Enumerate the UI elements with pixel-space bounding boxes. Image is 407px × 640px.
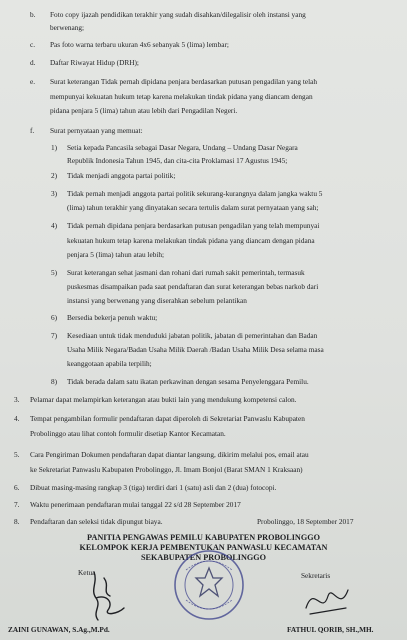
statement-7-line-3: keanggotaan apabila terpilih; bbox=[67, 359, 152, 368]
numbered-marker: 4. bbox=[14, 414, 20, 423]
right-signer-name: FATHUL QORIB, SH.,MH. bbox=[287, 625, 374, 634]
numbered-marker: 7. bbox=[14, 500, 20, 509]
statement-3-line-2: (lima) tahun terakhir yang dinyatakan secara tertulis dalam surat pernyataan yang sah; bbox=[67, 203, 319, 212]
numbered-5-line-1: Cara Pengiriman Dokumen pendaftaran dapat diantar langsung, dikirim melalui pos, email atau bbox=[30, 450, 309, 459]
item-marker-c: c. bbox=[30, 40, 36, 49]
left-signer-role: Ketua bbox=[78, 568, 96, 577]
statement-6-line-1: Bersedia bekerja penuh waktu; bbox=[67, 313, 158, 322]
numbered-marker: 8. bbox=[14, 517, 20, 526]
statement-1-line-1: Setia kepada Pancasila sebagai Dasar Negara, Undang – Undang Dasar Negara bbox=[67, 143, 298, 152]
numbered-marker: 6. bbox=[14, 483, 20, 492]
statement-4-line-3: penjara 5 (lima) tahun atau lebih; bbox=[67, 250, 165, 259]
statement-marker: 4) bbox=[51, 221, 58, 230]
right-signer-role: Sekretaris bbox=[301, 571, 331, 580]
committee-heading-3: SEKABUPATEN PROBOLINGGO bbox=[140, 553, 267, 562]
item-f-line-1: Surat pernyataan yang memuat: bbox=[50, 126, 143, 135]
statement-marker: 8) bbox=[51, 377, 58, 386]
numbered-5-line-2: ke Sekretariat Panwaslu Kabupaten Probolinggo, Jl. Imam Bonjol (Barat SMAN 1 Kraksaan) bbox=[30, 465, 303, 474]
item-e-line-1: Surat keterangan Tidak pernah dipidana penjara berdasarkan putusan pengadilan yang telah bbox=[50, 77, 318, 86]
numbered-marker: 5. bbox=[14, 450, 20, 459]
statement-4-line-2: kekuatan hukum tetap karena melakukan tindak pidana yang diancam dengan pidana bbox=[67, 236, 315, 245]
item-marker-e: e. bbox=[30, 77, 36, 86]
statement-8-line-1: Tidak berada dalam satu ikatan perkawinan dengan sesama Penyelenggara Pemilu. bbox=[67, 377, 309, 386]
statement-5-line-2: puskesmas disampaikan pada saat pendaftaran dan surat keterangan bebas narkob dari bbox=[67, 282, 319, 291]
numbered-4-line-2: Probolinggo atau lihat contoh formulir disetiap Kantor Kecamatan. bbox=[30, 429, 226, 438]
numbered-6-line-1: Dibuat masing-masing rangkap 3 (tiga) terdiri dari 1 (satu) asli dan 2 (dua) fotocopi. bbox=[30, 483, 277, 492]
item-d-line-1: Daftar Riwayat Hidup (DRH); bbox=[50, 58, 139, 67]
item-b-line-2: berwenang; bbox=[50, 23, 85, 32]
item-marker-f: f. bbox=[30, 126, 35, 135]
left-signer-name: ZAINI GUNAWAN, S.Ag.,M.Pd. bbox=[8, 625, 110, 634]
numbered-marker: 3. bbox=[14, 395, 20, 404]
statement-7-line-1: Kesediaan untuk tidak menduduki jabatan politik, jabatan di pemerintahan dan Badan bbox=[67, 331, 318, 340]
statement-marker: 5) bbox=[51, 268, 58, 277]
numbered-4-line-1: Tempat pengambilan formulir pendaftaran dapat diperoleh di Sekretariat Panwaslu Kabupaten bbox=[30, 414, 305, 423]
statement-3-line-1: Tidak pernah menjadi anggota partai politik sekurang-kurangnya dalam jangka waktu 5 bbox=[67, 189, 323, 198]
right-signature bbox=[300, 578, 356, 624]
committee-heading-1: PANITIA PENGAWAS PEMILU KABUPATEN PROBOLINGGO bbox=[87, 533, 320, 542]
numbered-3-line-1: Pelamar dapat melampirkan keterangan atau bukti lain yang mendukung kompetensi calon. bbox=[30, 395, 297, 404]
item-marker-b: b. bbox=[30, 10, 36, 19]
item-c-line-1: Pas foto warna terbaru ukuran 4x6 sebanyak 5 (lima) lembar; bbox=[50, 40, 229, 49]
statement-5-line-3: instansi yang berwenang yang diserahkan sebelum pelantikan bbox=[67, 296, 247, 305]
item-e-line-3: pidana penjara 5 (lima) tahun atau lebih dari Pengadilan Negeri. bbox=[50, 106, 238, 115]
statement-2-line-1: Tidak menjadi anggota partai politik; bbox=[67, 171, 176, 180]
item-marker-d: d. bbox=[30, 58, 36, 67]
numbered-8-line-1: Pendaftaran dan seleksi tidak dipungut biaya. bbox=[30, 517, 163, 526]
committee-heading-2: KELOMPOK KERJA PEMBENTUKAN PANWASLU KECAMATAN bbox=[79, 543, 328, 552]
left-signature bbox=[84, 568, 132, 626]
place-date: Probolinggo, 18 September 2017 bbox=[257, 517, 354, 526]
numbered-7-line-1: Waktu penerimaan pendaftaran mulai tanggal 22 s/d 28 September 2017 bbox=[30, 500, 241, 509]
official-stamp bbox=[172, 548, 246, 622]
statement-1-line-2: Republik Indonesia Tahun 1945, dan cita-cita Proklamasi 17 Agustus 1945; bbox=[67, 156, 288, 165]
statement-7-line-2: Usaha Milik Negara/Badan Usaha Milik Daerah /Badan Usaha Milik Desa selama masa bbox=[67, 345, 324, 354]
statement-5-line-1: Surat keterangan sehat jasmani dan rohani dari rumah sakit pemerintah, termasuk bbox=[67, 268, 305, 277]
item-e-line-2: mempunyai kekuatan hukum tetap karena melakukan tindak pidana yang diancam dengan bbox=[50, 92, 313, 101]
statement-marker: 3) bbox=[51, 189, 58, 198]
item-b-line-1: Foto copy ijazah pendidikan terakhir yang sudah disahkan/dilegalisir oleh instansi yang bbox=[50, 10, 306, 19]
statement-marker: 7) bbox=[51, 331, 58, 340]
statement-4-line-1: Tidak pernah dipidana penjara berdasarkan putusan pengadilan yang telah mempunyai bbox=[67, 221, 320, 230]
statement-marker: 1) bbox=[51, 143, 58, 152]
statement-marker: 2) bbox=[51, 171, 58, 180]
statement-marker: 6) bbox=[51, 313, 58, 322]
